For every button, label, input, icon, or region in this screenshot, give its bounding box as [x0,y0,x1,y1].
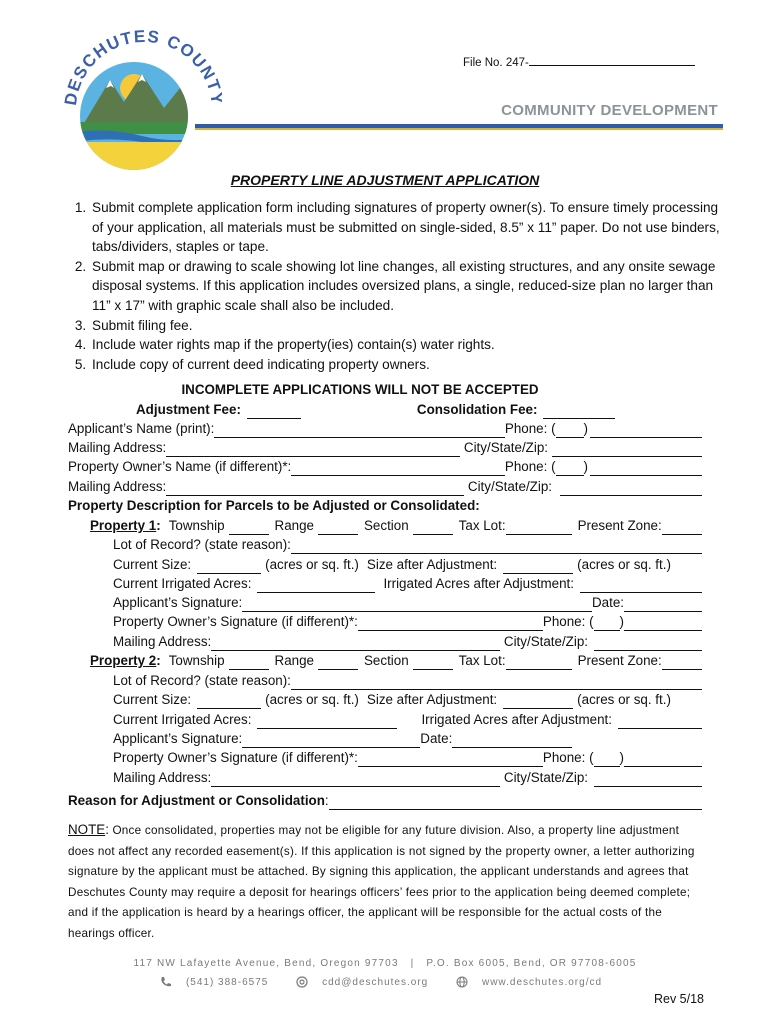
property-2-row: Property 2 : Township Range Section Tax Lot: Present Zone: [90,651,702,670]
mailing-field[interactable] [211,636,500,651]
section-label: Section [364,518,409,533]
city-label: City/State/Zip: [503,770,588,785]
irrigated-row [113,574,702,593]
township-label: Township [168,518,225,533]
consolidation-fee-label: Consolidation Fee: [416,402,538,417]
adjustment-fee-field[interactable] [247,404,301,419]
owner-phone-area-field[interactable] [594,752,620,767]
applicant-phone-area-field[interactable] [556,423,584,438]
revision-label: Rev 5/18 [653,992,704,1006]
applicant-city-field[interactable] [552,442,702,457]
applicant-phone-label: Phone: ( [504,421,556,436]
current-size-field[interactable] [197,694,261,709]
reason-label: Reason for Adjustment or Consolidation [68,793,325,808]
units-label: (acres or sq. ft.) [265,557,359,572]
applicant-name-field[interactable] [214,423,505,438]
irrigated-after-label: Irrigated Acres after Adjustment: [421,712,612,727]
lot-record-label: Lot of Record? (state reason): [113,673,291,688]
lot-record-field[interactable] [291,539,702,554]
owner-mailing-row [68,477,702,496]
owner-phone-field[interactable] [624,616,702,631]
date-field[interactable] [452,733,572,748]
owner-city-label: City/State/Zip: [467,479,552,494]
units-label: (acres or sq. ft.) [577,692,671,707]
lot-record-field[interactable] [291,675,702,690]
section-label: Section [364,653,409,668]
fees-row [68,400,702,419]
present-zone-field[interactable] [662,655,702,670]
footer-phone: (541) 388-6575 [160,976,276,988]
township-field[interactable] [229,520,269,535]
department-name: COMMUNITY DEVELOPMENT [501,102,718,119]
applicant-phone-field[interactable] [590,423,702,438]
owner-mailing-field[interactable] [166,481,464,496]
irrigated-after-field[interactable] [618,714,702,729]
tax-lot-label: Tax Lot: [458,653,506,668]
mailing-label: Mailing Address: [113,634,212,649]
size-after-label: Size after Adjustment: [366,557,498,572]
tax-lot-field[interactable] [506,520,572,535]
irrigated-label: Current Irrigated Acres: [113,576,252,591]
owner-signature-field[interactable] [358,752,543,767]
note-text: Once consolidated, properties may not be eligible for any future division. Also, a property line adjustment does not affect any recorded easement(s). If this application is not signed by the property owner, a letter authorizing signature by the applicant must be attached. By signing this application, the applicant understands and agrees that Deschutes County may require a deposit for hearings officers’ fees prior to the application being deemed complete; and if the application is heard by a hearings officer, the applicant will be responsible for the actual costs of the hearings officer. [68,824,695,940]
irrigated-label: Current Irrigated Acres: [113,712,252,727]
owner-phone-area-field[interactable] [556,461,584,476]
range-label: Range [274,653,314,668]
owner-signature-row: Property Owner’s Signature (if different)*: Phone: ( ) [113,748,702,767]
applicant-city-label: City/State/Zip: [463,440,548,455]
irrigated-field[interactable] [257,714,397,729]
city-label: City/State/Zip: [503,634,588,649]
property-1-label: Property 1 [90,518,157,533]
units-label: (acres or sq. ft.) [265,692,359,707]
township-field[interactable] [229,655,269,670]
present-zone-label: Present Zone: [577,653,662,668]
instruction-item: 1. Submit complete application form including signatures of property owner(s). To ensure timely processing of your application, all materials must be submitted on single-sided, 8.5” x 11” paper. Do not use binders, tabs/dividers, staples or tape. [90,198,730,257]
applicant-signature-field[interactable] [242,597,592,612]
city-field[interactable] [594,772,702,787]
consolidation-fee-field[interactable] [543,404,615,419]
owner-name-row: Property Owner’s Name (if different)*: Phone: ( ) [68,457,702,476]
date-label: Date: [591,595,624,610]
description-heading: Property Description for Parcels to be Adjusted or Consolidated: [68,498,480,513]
footer-address: 117 NW Lafayette Avenue, Bend, Oregon 97703 | P.O. Box 6005, Bend, OR 97708-6005 [133,958,637,969]
township-label: Township [168,653,225,668]
applicant-name-row: Applicant’s Name (print): Phone: ( ) [68,419,702,438]
property-1-row: Property 1 : Township Range Section Tax Lot: Present Zone: [90,516,702,535]
owner-phone-field[interactable] [624,752,702,767]
owner-signature-field[interactable] [358,616,543,631]
mailing-label: Mailing Address: [113,770,212,785]
property-mailing-row [113,632,702,651]
present-zone-field[interactable] [662,520,702,535]
footer-web[interactable]: www.deschutes.org/cd [456,976,610,988]
range-field[interactable] [318,520,358,535]
size-row [113,555,702,574]
present-zone-label: Present Zone: [577,518,662,533]
applicant-signature-row [113,593,702,612]
units-label: (acres or sq. ft.) [577,557,671,572]
owner-phone-label: Phone: ( [542,614,594,629]
logo-text: DESCHUTES COUN [62,30,220,107]
date-label: Date: [420,731,453,746]
page-title: PROPERTY LINE ADJUSTMENT APPLICATION [230,172,540,188]
owner-name-label: Property Owner’s Name (if different)*: [68,459,292,474]
section-field[interactable] [413,520,453,535]
note-label: NOTE [68,822,106,837]
instruction-item: 3. Submit filing fee. [90,316,730,336]
property-2-label: Property 2 [90,653,157,668]
lot-record-label: Lot of Record? (state reason): [113,537,291,552]
size-after-field[interactable] [503,559,573,574]
incomplete-warning: INCOMPLETE APPLICATIONS WILL NOT BE ACCEPTED [181,382,539,397]
note-paragraph: NOTE: Once consolidated, properties may not be eligible for any future division. Also, a property line adjustment does not affect any recorded easement(s). If this application is not signed by the property owner, a letter authorizing signature by the applicant must be attached. By signing this application, the applicant understands and agrees that Deschutes County may require a deposit for hearings officers’ fees prior to the application being deemed complete; and if the application is heard by a hearings officer, the applicant will be responsible for the actual costs of the hearings officer. [68,822,695,940]
globe-icon [456,976,468,988]
owner-name-field[interactable] [291,461,505,476]
date-field[interactable] [624,597,702,612]
irrigated-after-label: Irrigated Acres after Adjustment: [383,576,574,591]
adjustment-fee-label: Adjustment Fee: [136,402,241,417]
instruction-item: 5. Include copy of current deed indicating property owners. [90,355,730,375]
current-size-label: Current Size: [113,557,192,572]
size-row [113,690,702,709]
mailing-field[interactable] [211,772,500,787]
city-field[interactable] [594,636,702,651]
applicant-signature-field[interactable] [242,733,420,748]
owner-phone-field[interactable] [590,461,702,476]
lot-record-row [113,671,702,690]
irrigated-after-field[interactable] [580,578,702,593]
at-icon [296,976,308,988]
owner-signature-label: Property Owner’s Signature (if different)*: [113,750,358,765]
applicant-signature-row [113,729,702,748]
range-field[interactable] [318,655,358,670]
owner-signature-row: Property Owner’s Signature (if different)*: Phone: ( ) [113,612,702,631]
footer-email[interactable]: cdd@deschutes.org [296,976,436,988]
applicant-mailing-row [68,438,702,457]
section-field[interactable] [413,655,453,670]
applicant-signature-label: Applicant’s Signature: [113,595,243,610]
tax-lot-label: Tax Lot: [458,518,506,533]
owner-phone-label: Phone: ( [542,750,594,765]
applicant-signature-label: Applicant’s Signature: [113,731,243,746]
reason-row: Reason for Adjustment or Consolidation : [68,791,702,810]
irrigated-row [113,710,702,729]
owner-signature-label: Property Owner’s Signature (if different)*: [113,614,358,629]
applicant-mailing-field[interactable] [166,442,460,457]
instruction-item: 4. Include water rights map if the property(ies) contain(s) water rights. [90,335,730,355]
size-after-label: Size after Adjustment: [366,692,498,707]
property-mailing-row [113,768,702,787]
applicant-mailing-label: Mailing Address: [68,440,167,455]
owner-phone-label: Phone: ( [504,459,556,474]
lot-record-row [113,535,702,554]
range-label: Range [274,518,314,533]
deschutes-county-logo [62,30,222,170]
irrigated-field[interactable] [257,578,375,593]
reason-field[interactable] [329,795,702,810]
header-rule-gold [195,128,723,130]
phone-icon [160,976,172,988]
size-after-field[interactable] [503,694,573,709]
footer-contacts [0,976,770,991]
applicant-name-label: Applicant’s Name (print): [68,421,215,436]
current-size-label: Current Size: [113,692,192,707]
owner-mailing-label: Mailing Address: [68,479,167,494]
file-number: File No. 247- [463,55,695,69]
instruction-item: 2. Submit map or drawing to scale showing lot line changes, all existing structures, and any onsite sewage disposal systems. If this application includes oversized plans, a single, reduced-size plan no larger than 11” x 17” with graphic scale shall also be included. [90,257,730,316]
owner-city-field[interactable] [560,481,702,496]
current-size-field[interactable] [197,559,261,574]
instruction-list [68,198,730,374]
owner-phone-area-field[interactable] [594,616,620,631]
tax-lot-field[interactable] [506,655,572,670]
